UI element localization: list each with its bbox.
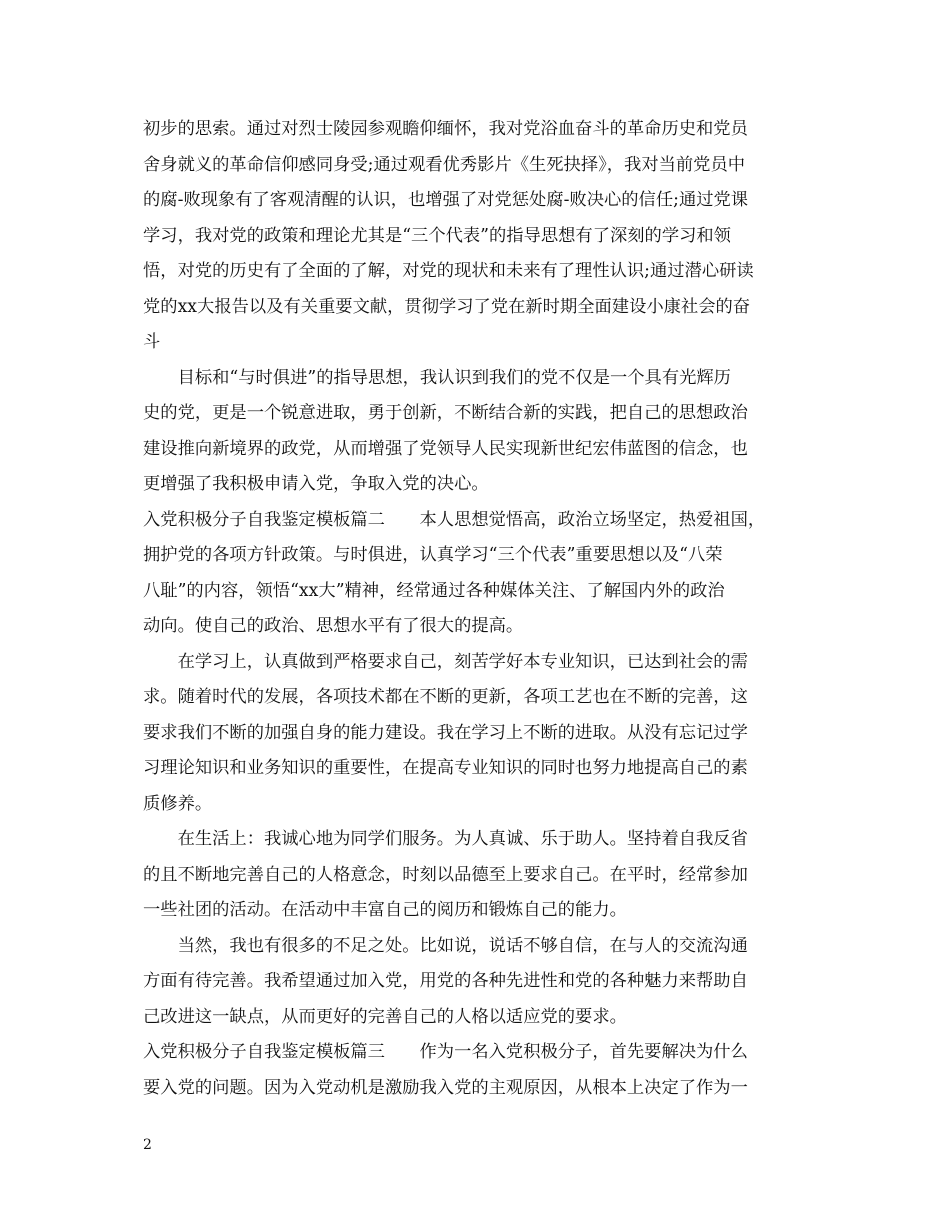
text-line: 要求我们不断的加强自身的能力建设。我在学习上不断的进取。从没有忘记过学: [143, 722, 748, 743]
page-number: 2: [143, 1137, 152, 1153]
text-line: 建设推向新境界的政党，从而增强了党领导人民实现新世纪宏伟蓝图的信念，也: [143, 438, 748, 459]
text-line: 方面有待完善。我希望通过加入党，用党的各种先进性和党的各种魅力来帮助自: [143, 971, 748, 991]
text-line: 舍身就义的革命信仰感同身受;通过观看优秀影片《生死抉择》，我对当前党员中: [143, 154, 746, 175]
text-line: 质修养。: [143, 793, 213, 814]
text-line: 的且不断地完善自己的人格意念，时刻以品德至上要求自己。在平时，经常参加: [143, 864, 748, 885]
text-line: 要入党的问题。因为入党动机是激励我入党的主观原因，从根本上决定了作为一: [143, 1077, 748, 1098]
text-line: 一些社团的活动。在活动中丰富自己的阅历和锻炼自己的能力。: [143, 900, 627, 920]
text-line: 拥护党的各项方针政策。与时俱进，认真学习“三个代表”重要思想以及“八荣: [143, 545, 723, 565]
section-heading-line: 入党积极分子自我鉴定模板篇二 本人思想觉悟高，政治立场坚定，热爱祖国，: [143, 509, 766, 530]
text-line: 己改进这一缺点，从而更好的完善自己的人格以适应党的要求。: [143, 1006, 627, 1027]
text-line: 学习，我对党的政策和理论尤其是“三个代表”的指导思想有了深刻的学习和领: [143, 225, 731, 246]
text-line: 初步的思索。通过对烈士陵园参观瞻仰缅怀，我对党浴血奋斗的革命历史和党员: [143, 119, 748, 139]
text-line: 斗: [143, 332, 161, 352]
text-line: 目标和“与时俱进”的指导思想，我认识到我们的党不仅是一个具有光辉历: [143, 367, 731, 388]
text-line: 史的党，更是一个锐意进取，勇于创新，不断结合新的实践，把自己的思想政治: [143, 403, 748, 423]
text-line: 求。随着时代的发展，各项技术都在不断的更新，各项工艺也在不断的完善，这: [143, 687, 748, 707]
text-line: 动向。使自己的政治、思想水平有了很大的提高。: [143, 616, 524, 636]
text-line: 习理论知识和业务知识的重要性，在提高专业知识的同时也努力地提高自己的素: [143, 758, 748, 778]
section-heading-line: 入党积极分子自我鉴定模板篇三 作为一名入党积极分子，首先要解决为什么: [143, 1042, 748, 1062]
text-line: 当然，我也有很多的不足之处。比如说，说话不够自信，在与人的交流沟通: [143, 935, 748, 956]
document-body: [143, 112, 811, 1106]
text-line: 悟，对党的历史有了全面的了解，对党的现状和未来有了理性认识;通过潜心研读: [143, 261, 754, 281]
text-line: 八耻”的内容，领悟“xx大”精神，经常通过各种媒体关注、了解国内外的政治: [143, 580, 725, 601]
text-line: 更增强了我积极申请入党，争取入党的决心。: [143, 474, 489, 494]
text-line: 在生活上：我诚心地为同学们服务。为人真诚、乐于助人。坚持着自我反省: [143, 829, 748, 849]
text-line: 党的xx大报告以及有关重要文献，贯彻学习了党在新时期全面建设小康社会的奋: [143, 296, 751, 317]
text-line: 在学习上，认真做到严格要求自己，刻苦学好本专业知识，已达到社会的需: [143, 651, 748, 672]
text-line: 的腐-败现象有了客观清醒的认识，也增强了对党惩处腐-败决心的信任;通过党课: [143, 190, 749, 210]
